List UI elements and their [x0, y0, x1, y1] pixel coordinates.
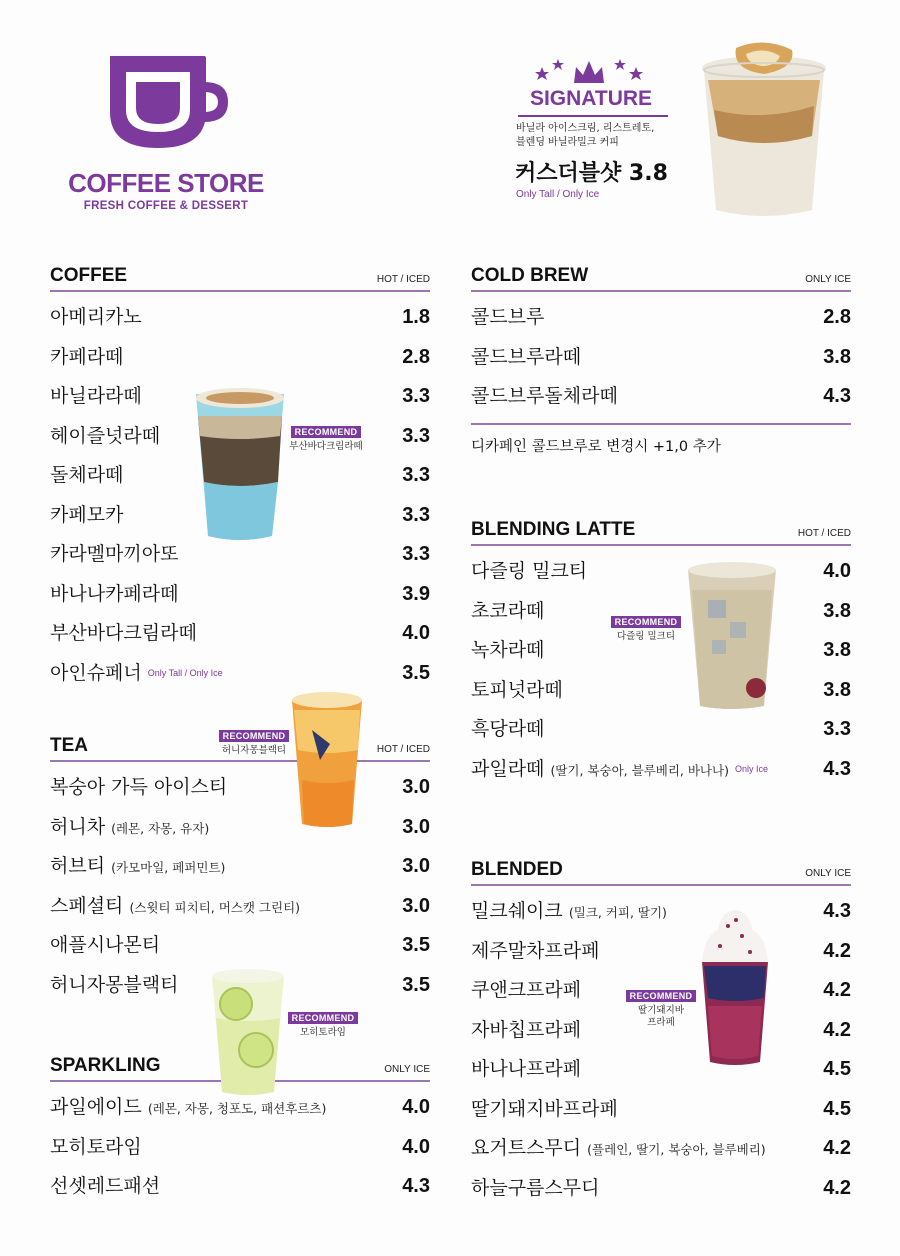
item-name: 하늘구름스무디 [471, 1176, 600, 1199]
recommend-drink: 허니자몽블랙티 [221, 745, 287, 756]
item-price: 4.0 [823, 560, 851, 582]
signature-block [512, 55, 702, 215]
item-desc: (딸기, 복숭아, 블루베리, 바나나) [550, 762, 729, 778]
recommend-badge: RECOMMEND [611, 616, 682, 628]
menu-item [471, 556, 851, 596]
item-price: 3.3 [402, 464, 430, 486]
item-name [50, 851, 225, 883]
item-price: 4.2 [823, 1018, 851, 1041]
section-tag: ONLY ICE [384, 1064, 430, 1075]
menu-item [50, 1132, 430, 1172]
section-blended [471, 860, 851, 1212]
item-price: 3.0 [402, 855, 430, 877]
section-title: BLENDED [471, 859, 563, 880]
section-title: COFFEE [50, 265, 128, 286]
item-price: 4.2 [823, 1137, 851, 1159]
section-tag: ONLY ICE [805, 868, 851, 879]
item-name: 다즐링 밀크티 [471, 560, 588, 582]
item-name: 허니자몽블랙티 [50, 973, 179, 996]
section-tag: HOT / ICED [376, 274, 430, 285]
item-name: 바닐라라떼 [50, 385, 142, 407]
section-footnote: 디카페인 콜드브루로 변경시 +1,0 추가 [471, 423, 851, 456]
recommend-badge: RECOMMEND [219, 730, 290, 742]
item-name: 흑당라떼 [471, 718, 545, 740]
item-name [471, 896, 667, 928]
recommend-badge: RECOMMEND [291, 426, 362, 438]
item-price: 4.3 [823, 900, 851, 922]
menu-list [50, 1082, 430, 1211]
item-price: 3.5 [402, 934, 430, 956]
item-name-text: 요거트스무디 [471, 1137, 582, 1159]
item-name: 녹차라떼 [471, 639, 545, 661]
item-name: 애플시나몬티 [50, 934, 161, 956]
section-cold-brew [471, 266, 851, 456]
item-name [50, 891, 300, 923]
item-price: 2.8 [402, 345, 430, 368]
item-name: 초코라떼 [471, 599, 545, 622]
menu-item [50, 891, 430, 931]
recommend-tea [214, 724, 294, 757]
menu-item [50, 812, 430, 852]
item-name [471, 754, 768, 786]
item-note: Only Ice [734, 764, 768, 774]
menu-item [471, 754, 851, 794]
item-price: 3.3 [402, 424, 430, 447]
item-name-text: 아인슈페너 [50, 661, 142, 684]
blended-drink-image [698, 906, 772, 1068]
item-price: 4.0 [402, 622, 430, 644]
section-header [471, 520, 851, 546]
item-name-text: 밀크쉐이크 [471, 900, 563, 922]
item-desc: (레몬, 자몽, 청포도, 패션후르츠) [147, 1101, 327, 1116]
menu-item [471, 714, 851, 754]
menu-item [50, 1171, 430, 1211]
item-name-text: 허니차 [50, 815, 106, 838]
item-name: 복숭아 가득 아이스티 [50, 776, 228, 798]
signature-name-price: 커스더블샷 3.8 [515, 161, 668, 186]
recommend-badge: RECOMMEND [626, 990, 697, 1002]
section-tag: ONLY ICE [805, 274, 851, 285]
section-title: COLD BREW [471, 265, 589, 286]
menu-item [50, 658, 430, 698]
item-name: 카페모카 [50, 503, 124, 526]
sparkling-drink-image [210, 968, 286, 1098]
item-name: 토피넛라떼 [471, 678, 563, 701]
recommend-drink: 딸기돼지바 프라페 [638, 1005, 684, 1028]
recommend-drink: 다즐링 밀크티 [616, 631, 676, 642]
menu-item [471, 1133, 851, 1173]
menu-item [50, 930, 430, 970]
menu-list [471, 546, 851, 793]
item-name: 카페라떼 [50, 345, 124, 368]
brand-tagline: FRESH COFFEE & DESSERT [83, 200, 249, 212]
item-name: 콜드브루 [471, 306, 545, 328]
menu-item [50, 618, 430, 658]
crown-stars-icon [532, 55, 652, 87]
menu-item [50, 579, 430, 619]
coffee-drink-image [194, 386, 286, 542]
section-blending-latte [471, 520, 851, 793]
signature-description: 바닐라 아이스크림, 리스트레토, 블렌딩 바닐라밀크 커피 [516, 123, 655, 148]
item-desc: (카모마일, 페퍼민트) [111, 860, 226, 875]
recommend-drink: 모히토라임 [300, 1027, 346, 1038]
signature-title: SIGNATURE [529, 87, 653, 110]
item-name-text: 과일에이드 [50, 1096, 142, 1118]
item-name: 제주말차프라페 [471, 939, 600, 962]
item-note: Only Tall / Only Ice [147, 668, 223, 678]
section-header [50, 266, 430, 292]
menu-item [471, 302, 851, 342]
item-name: 쿠앤크프라페 [471, 979, 582, 1001]
item-name [50, 658, 223, 689]
item-price: 3.8 [823, 599, 851, 622]
item-name: 바나나프라페 [471, 1058, 582, 1080]
item-name: 헤이즐넛라떼 [50, 424, 161, 447]
item-desc: (밀크, 커피, 딸기) [568, 905, 667, 920]
item-name-text: 스페셜티 [50, 894, 124, 917]
item-price: 3.0 [402, 894, 430, 917]
item-price: 4.2 [823, 939, 851, 962]
menu-item [471, 936, 851, 976]
menu-item [50, 851, 430, 891]
item-name: 바나나카페라떼 [50, 582, 179, 605]
item-price: 3.3 [402, 503, 430, 526]
section-header [471, 266, 851, 292]
menu-item [50, 539, 430, 579]
item-price: 3.8 [823, 639, 851, 661]
item-price: 4.3 [402, 1175, 430, 1197]
item-name: 콜드브루돌체라떼 [471, 385, 618, 407]
signature-note: Only Tall / Only Ice [516, 189, 600, 200]
item-name [471, 1133, 766, 1165]
section-tag: HOT / ICED [376, 744, 430, 755]
item-price: 3.8 [823, 345, 851, 368]
menu-list [471, 886, 851, 1212]
item-name: 아메리카노 [50, 306, 142, 328]
item-name: 딸기돼지바프라페 [471, 1097, 618, 1120]
item-price: 3.0 [402, 815, 430, 838]
item-name-text: 과일라떼 [471, 757, 545, 780]
menu-item [471, 342, 851, 382]
item-name-text: 허브티 [50, 855, 106, 877]
item-price: 4.0 [402, 1135, 430, 1158]
section-title: SPARKLING [50, 1055, 161, 1076]
signature-divider [518, 115, 668, 117]
menu-item [471, 1173, 851, 1213]
section-title: BLENDING LATTE [471, 519, 636, 540]
item-price: 3.5 [402, 661, 430, 684]
item-name: 부산바다크림라떼 [50, 622, 197, 644]
item-desc: (레몬, 자몽, 유자) [111, 820, 210, 836]
item-price: 3.3 [402, 543, 430, 565]
recommend-blending-latte [604, 610, 688, 643]
brand-logo [66, 52, 266, 222]
item-price: 2.8 [823, 306, 851, 328]
menu-item [471, 381, 851, 421]
item-name: 선셋레드패션 [50, 1175, 161, 1197]
item-price: 4.5 [823, 1097, 851, 1120]
recommend-badge: RECOMMEND [288, 1012, 359, 1024]
section-tag: HOT / ICED [797, 528, 851, 539]
item-price: 3.5 [402, 973, 430, 996]
item-name [50, 812, 209, 844]
item-price: 3.9 [402, 582, 430, 605]
section-title: TEA [50, 735, 88, 756]
recommend-drink: 부산바다크림라떼 [289, 441, 363, 452]
item-price: 3.3 [823, 718, 851, 740]
item-desc: (스윗티 피치티, 머스캣 그린티) [129, 899, 301, 915]
tea-drink-image [290, 690, 364, 830]
recommend-blended [622, 984, 700, 1029]
item-price: 4.3 [823, 385, 851, 407]
coffee-cup-icon [106, 52, 230, 152]
menu-item [50, 302, 430, 342]
menu-item [471, 675, 851, 715]
item-name: 카라멜마끼아또 [50, 543, 179, 565]
item-name: 돌체라떼 [50, 464, 124, 486]
menu-list [471, 292, 851, 421]
menu-item [50, 772, 430, 812]
menu-item [471, 1054, 851, 1094]
menu-item [471, 1094, 851, 1134]
item-price: 4.2 [823, 979, 851, 1001]
recommend-sparkling [282, 1006, 364, 1039]
item-price: 3.3 [402, 385, 430, 407]
item-price: 4.2 [823, 1176, 851, 1199]
brand-name: COFFEE STORE [68, 168, 264, 198]
item-name: 모히토라임 [50, 1135, 142, 1158]
section-header [471, 860, 851, 886]
signature-drink-image [696, 40, 832, 222]
item-price: 3.0 [402, 776, 430, 798]
item-price: 4.3 [823, 757, 851, 780]
item-desc: (플레인, 딸기, 복숭아, 블루베리) [587, 1142, 766, 1157]
recommend-coffee [280, 420, 372, 453]
blending-latte-drink-image [686, 560, 778, 712]
item-price: 1.8 [402, 306, 430, 328]
item-price: 4.0 [402, 1096, 430, 1118]
menu-item [471, 896, 851, 936]
menu-item [50, 342, 430, 382]
item-name: 콜드브루라떼 [471, 345, 582, 368]
item-name: 자바칩프라페 [471, 1018, 582, 1041]
item-price: 4.5 [823, 1058, 851, 1080]
item-price: 3.8 [823, 678, 851, 701]
